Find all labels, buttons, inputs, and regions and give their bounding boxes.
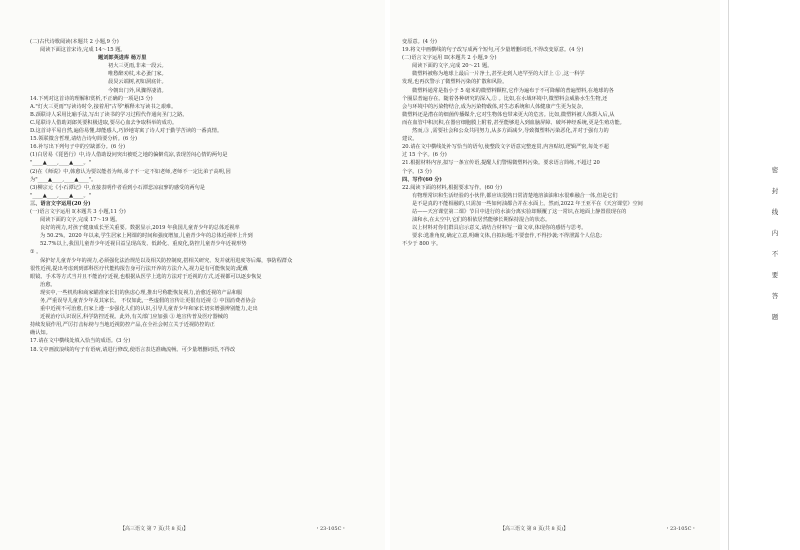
page7-line: 为"____▲____,____▲____"。 [30, 176, 97, 183]
page8-line: 是不是真的不能相融的,只需加一些如何油都合并在水面上。然而,2022 年王亚平在《天宫课堂》空间 [412, 200, 643, 207]
seal-line-char: 线 [771, 208, 779, 216]
page7-line: 今朝出门外,风骤得凄清。 [108, 87, 167, 94]
page7-line: (1)白居易《琵琶行》中,诗人借助设问突出被贬之地的偏僻荒凉,表现苦闷心情的两句是 [30, 152, 228, 159]
page7-line: 三、语言文字运用(20 分) [30, 200, 91, 207]
page7-line: 近视治疗认识误区,科学防控近视。此外,有关部门应加强 ③ 地宣传普及医疗器械的 [40, 314, 229, 321]
page7-line: 持续发展作用,严厉打击标榜与当地近视防控产品,在全社会树立关于近视防控的正 [30, 322, 215, 329]
exam-page-8 [390, 0, 720, 550]
exam-page-7 [0, 0, 385, 550]
page8-line: 会与环境中的污染物结合,成为污染物载体,对生态系统和人体健康产生更为复杂, [402, 103, 584, 110]
page8-line: 油和水,在太空中,它们的相依居然能够长期保持混合的状态。 [412, 217, 551, 224]
page7-line: (2)在《师说》中,韩愈认为要以能者为师,弟子不一定不如老师,老师不一定比弟子高明,因 [30, 168, 231, 175]
page8-line: (二)语言文字运用 II(本题共 2 小题,9 分) [402, 55, 497, 62]
page8-line: 建议。 [402, 136, 418, 143]
page7-line: 重中近视不可治愈,自家上遵一步强化人们的认识,引导儿童青少年和家长切实增强辨别能力,走出 [40, 306, 258, 313]
seal-line-char: 内 [771, 229, 779, 237]
page8-line: 微塑料被称为地球上最后一片净土,甚至走到人迹罕至的大洋上 ① ,这一科学 [412, 71, 585, 78]
page7-line: 14.下列对这首诗的理解和赏析,不正确的一项是(3 分) [30, 95, 153, 102]
page7-line: "____▲____,____▲____。" [30, 160, 92, 167]
page8-footer: 【高三语文 第 8 页(共 8 页)】 [500, 526, 569, 532]
page8-line: 21.根据材料内容,拟写一条宣传语,提醒人们警惕微塑料污染。要求语言简练,不超过 20 [402, 160, 600, 167]
page7-line: 阅读下面的文字,完成 17～19 题。 [40, 217, 121, 224]
page7-line: 眼镜、手术等方式当并且不能治疗近视,也根据从医学上选的方法对于近视的方式,近视都可以逐步恢复 [30, 273, 262, 280]
page7-line: 题刘郎英进库 杨万里 [98, 55, 147, 62]
seal-line-text [769, 160, 781, 328]
seal-line-char: 答 [771, 292, 779, 300]
seal-line-char: 不 [771, 250, 779, 258]
page8-code: ・23-105C・ [665, 526, 697, 532]
seal-line-char: 封 [771, 187, 779, 195]
page8-line: 而在血管中积沉积,在器官细胞膜上附着,甚至能够进入到血脑屏障、破坏神经系统,更是生殖功能。 [402, 119, 625, 126]
page7-line: A."灯火三更雨"写读诗时令,接着用"古琴"解释未写读书之艰难。 [30, 103, 177, 110]
page7-line: (二)古代诗歌阅读(本题共 2 小题,9 分) [30, 39, 119, 45]
page7-line: 现实中,一些机构和商家瞄准家长们的焦虑心理,推出号称能恢复视力,治愈近视的产品和服 [40, 289, 243, 296]
page8-line: 然而,③ ,需要社会和公众共同努力,从多方面减少,导致微塑料污染恶化,并对于强有力的 [412, 128, 609, 135]
page8-line: 个字。(3 分) [402, 168, 432, 175]
page8-content [402, 38, 714, 248]
page7-line: C.尾联诗人借助刘郎英要积极进取,要尽心血去争取科举的成功。 [30, 119, 178, 126]
page7-code: ・23-105C・ [315, 526, 347, 532]
seal-line-char: 要 [771, 271, 779, 279]
page7-line: 良好的视力,对孩子健康成长至关重要。数据显示,2019 年我国儿童青少年的总体近视率 [40, 225, 240, 232]
page7-line: 唯愁醉劝杖,未必蚤门家。 [108, 71, 167, 78]
page8-line: 变原意。(4 分) [402, 39, 437, 45]
page7-line: 52.7%以上,我国儿童青少年近视目益呈现高发、低龄化、重度化,防控儿童青少年近视形势 [40, 241, 247, 248]
page7-line: 晨炅云端树,初如洞底针。 [108, 79, 167, 86]
page7-line: 18.文中画波浪线的句子有语病,请进行修改,使语言表达准确流畅。可少量增删词语,不得改 [30, 346, 236, 353]
page7-line: (一)语言文字运用 I(本题共 3 小题,11 分) [30, 208, 126, 215]
page8-line: 阅读下面的文字,完成 20～21 题。 [412, 63, 493, 70]
page7-line: 保护好儿童青少年的视力,必须强化法治规范以及相关防控制度,搭相关研究、发并就用进度等后爆，事防程群众 [40, 257, 293, 264]
page7-line: D.这首诗平易自然,遍俗易懂,却能感人,巧妙地寄寓了诗人对于勤学苦读的一番真情。 [30, 128, 223, 135]
page7-content [30, 38, 375, 354]
page7-line: 很性近视,提出考虑到到部科医疗代能构报告身可行法开养的方法介入,视力是有可能恢复的;配戴 [30, 265, 248, 272]
page8-line: 四、写作(60 分) [402, 176, 442, 183]
page7-line: 阅读下面这首宋诗,完成 14～15 题。 [40, 47, 126, 54]
page8-line: 以上材料对你们群具启示意义,请结合材料写一篇文章,体现你的感悟与思考。 [412, 225, 587, 232]
page8-line: 22.阅读下面的材料,根据要求写作。(60 分) [402, 184, 503, 191]
page7-line: 15.领联微含哲理,请结合诗句简要分析。(6 分) [30, 136, 138, 143]
seal-line-char: 题 [771, 313, 779, 321]
page8-line: 微塑料通常是指小于 5 毫米的微塑料颗粒,它作为遍布于不可降解的普遍塑料,在地球的各 [412, 87, 614, 94]
page8-line: 要求:选准角度,确定立意,明确文体,自拟标题;不要套作,不得抄袭;不得泄露个人信息; [412, 233, 602, 240]
page8-line: 个圈层普遍存在。随着各种研究的深入,② 。比如,在水域环境中,微塑料会威胁水生生物,还 [402, 95, 608, 102]
page7-line: 初大三更雨,非来一段云。 [108, 63, 167, 70]
page8-line: 微塑料还是潜在的细菌传播媒介,它对生物体也带来更大的危害。比如,微塑料被人体摄入后,从 [402, 111, 615, 118]
page7-line: 治愈。 [40, 281, 56, 288]
page7-line: 务,严重误导儿童青少年及其家长。 不仅如此,一些虚假的宣传让更很有近视 ② 中国消费者协会 [40, 298, 256, 304]
page7-line: 16.补写出下列句子中的空缺部分。(6 分) [30, 144, 126, 151]
page7-line: (3)柳宗元《小石潭记》中,直接表明作者看到小石潭悲凉寂寥的感受的两句是 [30, 184, 205, 191]
page7-line: 为 50.2%。2020 年以来,学生居家上网课的时间和强度增加,儿童青少年的总体近视率上升到 [40, 233, 253, 240]
seal-line-margin [728, 0, 800, 550]
page7-footer: 【高三语文 第 7 页(共 8 页)】 [120, 526, 189, 532]
page7-line: "____▲____,____▲____。" [30, 192, 92, 199]
page8-line: 19.将文中画横线的句子改写成两个短句,可少量增删词语,不得改变原意。(4 分) [402, 47, 584, 54]
page7-line: 确认知。 [30, 330, 51, 337]
page8-line: 发现,也再次警示了微塑料污染的扩散和风险。 [402, 79, 508, 86]
page8-line: 不少于 800 字。 [402, 241, 442, 248]
page8-line: 站——天宫课堂第二课》节目中进行的水油分离实验却颠覆了这一常识,在地面上静置很现在的 [412, 208, 627, 215]
page7-line: B.颈联诗人采用比喻手法,写出了读书的学习过程代作通向圣门之路。 [30, 111, 188, 118]
page7-line: 17.请在文中横线处填入恰当的成语。(3 分) [30, 338, 131, 345]
seal-line-char: 密 [771, 166, 779, 174]
page8-line: 过 15 个字。(6 分) [402, 152, 447, 159]
page7-line: ① 。 [30, 249, 42, 256]
page8-line: 20.请在文中横线处补写恰当的语句,使整段文字语意完整连贯,内容贴切,逻辑严密,每处不超 [402, 144, 609, 151]
page8-line: 有物理常识和生活经验的小伙伴,都应该很熟日常清楚地溶油油和水很难融合一体,但是它们 [412, 192, 618, 199]
